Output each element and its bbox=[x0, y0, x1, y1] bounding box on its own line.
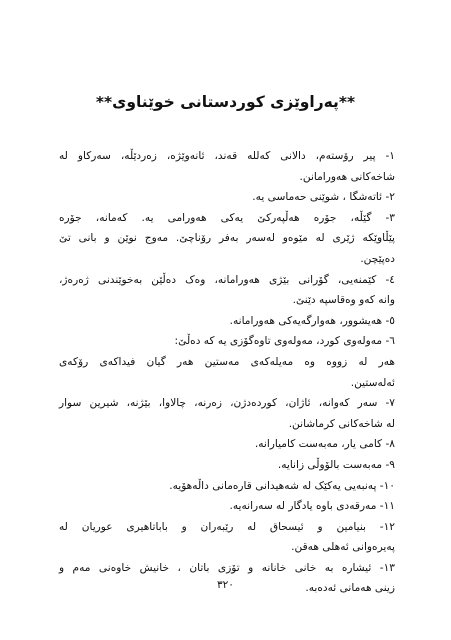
footnote-line: ١- پیر رۆستەم، دالانی کەللە قەند، ئانەوێژە، زەردێڵە، سەرکاو لە bbox=[59, 150, 395, 162]
footnote-line: زینی هەمانی ئەدەبە. bbox=[305, 582, 395, 595]
footnote-line: پەیرەوانی ئەهلی هەقن. bbox=[291, 541, 395, 554]
footnote-line: لە شاخەکانی کرماشانن. bbox=[288, 417, 395, 430]
footnote-line: ٨- کامی یار، مەبەست کامیارانە. bbox=[254, 438, 395, 451]
footnote-line: ٦- مەولەوی کورد، مەولەوی تاوەگۆزی یە کە دەڵێ: bbox=[174, 335, 395, 348]
footnote-line: ٤- کێمنەیی، گۆرانی بێژی هەورامانە، وەک دەڵێن بەخوێندنی ژەرەژ، bbox=[59, 273, 395, 286]
page-number: ٣٢٠ bbox=[217, 579, 234, 591]
footnote-line: ١٠- پەنبەیی یەکێک لە شەهیدانی قارەمانی داڵەهۆیە. bbox=[169, 479, 395, 492]
footnote-line: ٩- مەبەست بالۆوڵی زانایە. bbox=[277, 458, 395, 471]
footnote-line: پێڵاوێکە ژێری لە مێوەو لەسەر بەفر رۆناچێ. مەوج نوێن و بانی تێ bbox=[59, 232, 395, 245]
page-title: **پەراوێزی کوردستانی خوێناوی** bbox=[95, 93, 356, 111]
footnotes-body bbox=[59, 146, 395, 599]
footnote-line: ١٢- بنیامین و ئیسحاق لە رێبەران و باباتاهیری عوریان لە bbox=[59, 520, 395, 533]
poem-verse-line: هەر لە زووە وە مەیلەکەی مەستین هەر گیان فیداکەی رۆکەی bbox=[59, 355, 395, 368]
footnote-line: وانە کەو وەقاسپە دێنێ. bbox=[292, 294, 395, 307]
footnote-line: ٣- گێڵە، جۆرە هەڵپەرکێ یەکی هەورامی یە. کەمانە، جۆرە bbox=[59, 211, 395, 224]
footnote-line: ٢- ئاتەشگا ، شوێنی حەماسی یە. bbox=[252, 191, 395, 204]
footnote-line: ٧- سەر کەوانە، ئاژان، کوردەدژن، زەرنە، چالاوا، بێژنە، شیرین سوار bbox=[59, 397, 395, 410]
footnote-line: ١١- مەرقەدی باوە یادگار لە سەرانەیە. bbox=[229, 500, 395, 513]
footnote-line: ئەلەستین. bbox=[350, 376, 395, 389]
footnote-line: ٥- هەیشوور، هەوارگەیەکی هەورامانە. bbox=[229, 314, 395, 327]
footnote-line: شاخەکانی هەورامانن. bbox=[299, 170, 395, 183]
footnote-line: دەپێچن. bbox=[360, 252, 395, 265]
footnote-line: ١٣- ئیشارە بە خانی خانانە و تۆزی باتان ، خانیش خاوەنی مەم و bbox=[59, 561, 395, 574]
